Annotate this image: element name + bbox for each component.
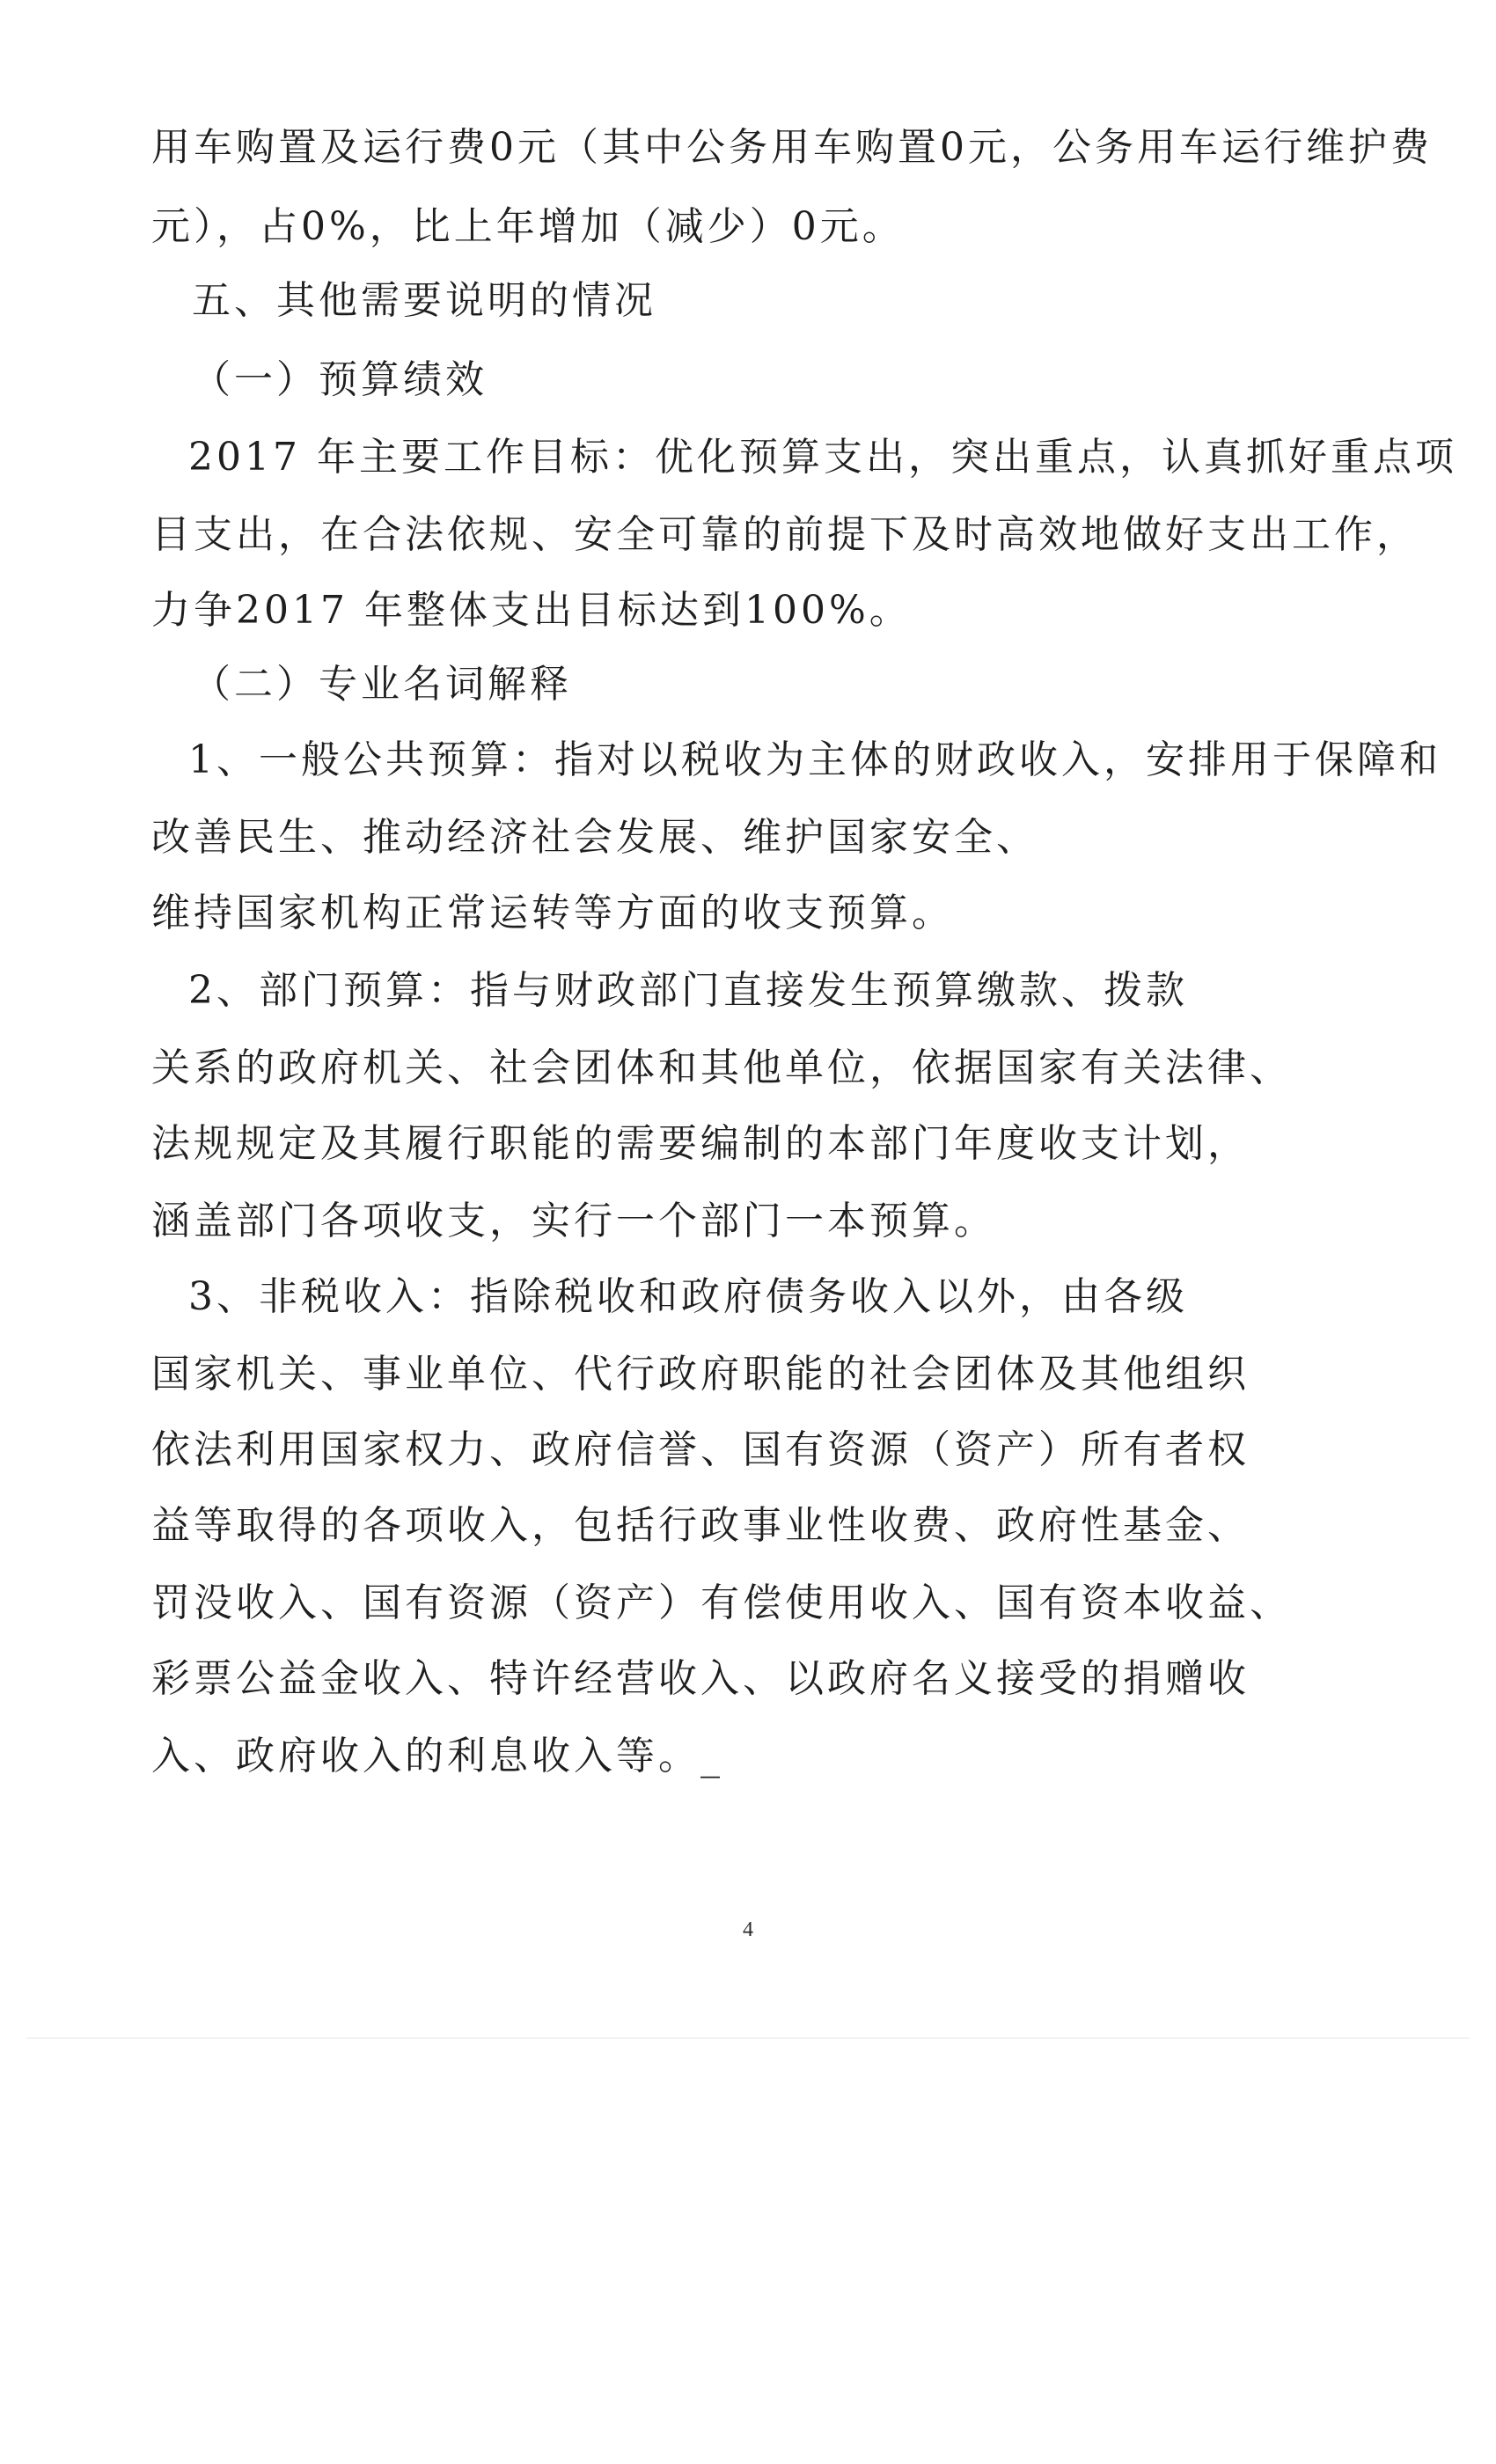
- text-line: 3、非税收入：指除税收和政府债务收入以外，由各级: [188, 1274, 1188, 1319]
- text-line: 益等取得的各项收入，包括行政事业性收费、政府性基金、: [151, 1503, 1250, 1548]
- text-line: 入、政府收入的利息收入等。_: [151, 1734, 723, 1778]
- text-line: 2017 年主要工作目标：优化预算支出，突出重点，认真抓好重点项: [188, 435, 1457, 480]
- text-line: 国家机关、事业单位、代行政府职能的社会团体及其他组织: [151, 1352, 1250, 1397]
- text-line: 依法利用国家权力、政府信誉、国有资源（资产）所有者权: [151, 1427, 1250, 1472]
- text-line: 2、部门预算：指与财政部门直接发生预算缴款、拨款: [188, 968, 1188, 1013]
- text-line: 用车购置及运行费0元（其中公务用车购置0元，公务用车运行维护费: [151, 125, 1433, 170]
- text-line: 力争2017 年整体支出目标达到100%。: [151, 588, 912, 633]
- page-edge: [26, 2037, 1470, 2039]
- section-heading: 五、其他需要说明的情况: [192, 278, 656, 323]
- text-line: 目支出，在合法依规、安全可靠的前提下及时高效地做好支出工作，: [151, 512, 1419, 557]
- text-line: 法规规定及其履行职能的需要编制的本部门年度收支计划，: [151, 1121, 1250, 1166]
- text-line: 维持国家机构正常运转等方面的收支预算。: [151, 891, 954, 935]
- text-line: 1、一般公共预算：指对以税收为主体的财政收入，安排用于保障和: [188, 737, 1441, 782]
- subsection-heading: （二）专业名词解释: [192, 662, 572, 707]
- text-line: 涵盖部门各项收支，实行一个部门一本预算。: [151, 1199, 996, 1243]
- page-number: 4: [743, 1918, 753, 1941]
- text-line: 彩票公益金收入、特许经营收入、以政府名义接受的捐赠收: [151, 1656, 1250, 1701]
- text-line: 关系的政府机关、社会团体和其他单位，依据国家有关法律、: [151, 1045, 1292, 1090]
- text-line: 改善民生、推动经济社会发展、维护国家安全、: [151, 815, 1038, 860]
- subsection-heading: （一）预算绩效: [192, 357, 488, 402]
- text-line: 元），占0%，比上年增加（减少）0元。: [151, 204, 905, 249]
- text-line: 罚没收入、国有资源（资产）有偿使用收入、国有资本收益、: [151, 1580, 1292, 1625]
